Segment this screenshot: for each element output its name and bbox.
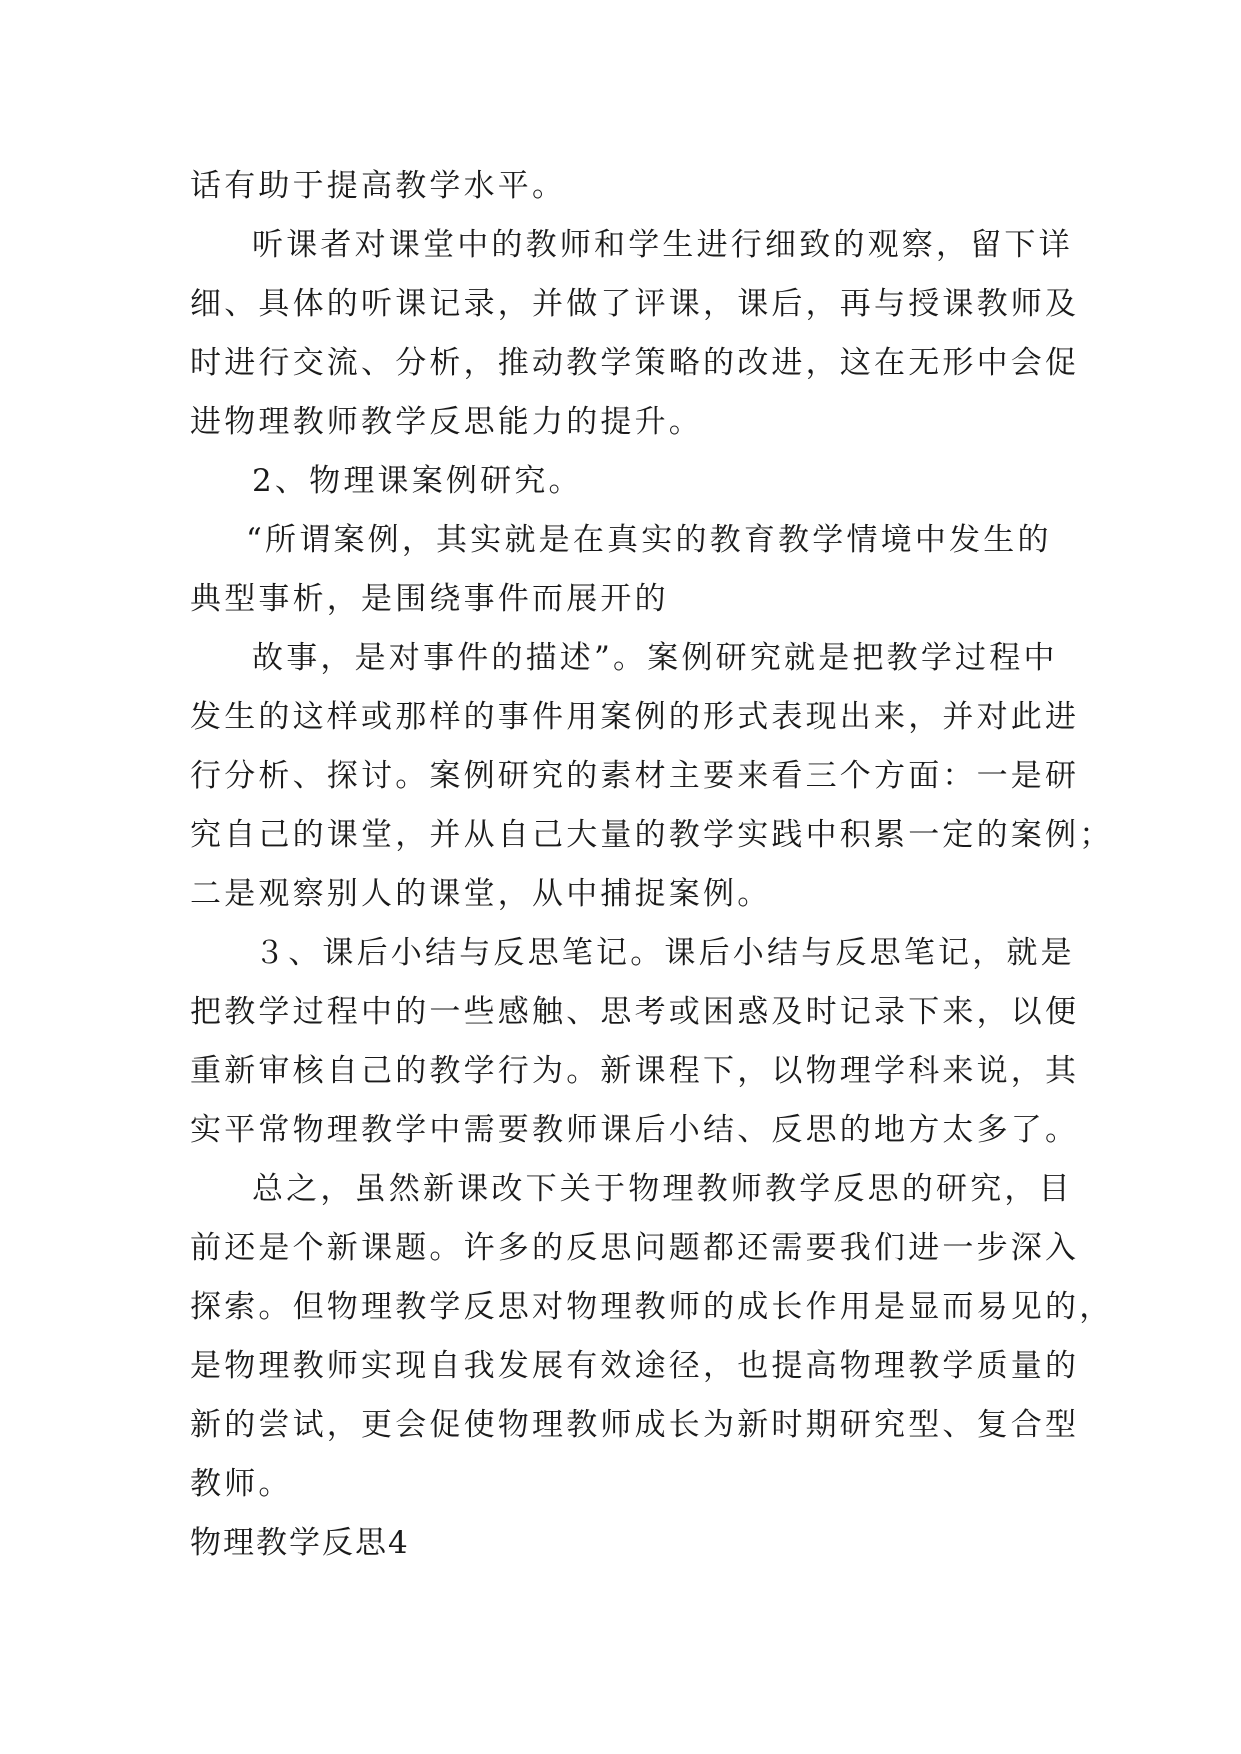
text-line: 把教学过程中的一些感触、思考或困惑及时记录下来，以便 [190,994,1080,1030]
text-line: 进物理教师教学反思能力的提升。 [190,404,703,440]
text-line: 故事，是对事件的描述”。案例研究就是把教学过程中 [252,640,1058,676]
quote-start-line: “所谓案例，其实就是在真实的教育教学情境中发生的 [246,522,1052,558]
text-line: 究自己的课堂，并从自己大量的教学实践中积累一定的案例； [190,817,1114,853]
text-line: 探索。但物理教学反思对物理教师的成长作用是显而易见的， [190,1289,1114,1325]
document-heading: 物理教学反思4 [190,1525,410,1561]
text-line: 教师。 [190,1466,293,1502]
text-line: 是物理教师实现自我发展有效途径，也提高物理教学质量的 [190,1348,1080,1384]
section-heading: 2、物理课案例研究。 [252,463,583,499]
text-line: 行分析、探讨。案例研究的素材主要来看三个方面：一是研 [190,758,1080,794]
text-line: 典型事析，是围绕事件而展开的 [190,581,669,617]
text-line: 实平常物理教学中需要教师课后小结、反思的地方太多了。 [190,1112,1080,1148]
text-line: 重新审核自己的教学行为。新课程下，以物理学科来说，其 [190,1053,1080,1089]
paragraph-start-line: 总之，虽然新课改下关于物理教师教学反思的研究，目 [252,1171,1073,1207]
text-line: 新的尝试，更会促使物理教师成长为新时期研究型、复合型 [190,1407,1080,1443]
text-line: 细、具体的听课记录，并做了评课，课后，再与授课教师及 [190,286,1080,322]
text-line: 时进行交流、分析，推动教学策略的改进，这在无形中会促 [190,345,1080,381]
section-heading: ３、课后小结与反思笔记。课后小结与反思笔记，就是 [254,935,1075,971]
text-line: 前还是个新课题。许多的反思问题都还需要我们进一步深入 [190,1230,1080,1266]
text-line: 二是观察别人的课堂，从中捕捉案例。 [190,876,772,912]
text-line: 发生的这样或那样的事件用案例的形式表现出来，并对此进 [190,699,1080,735]
text-line: 话有助于提高教学水平。 [190,168,567,204]
paragraph-start-line: 听课者对课堂中的教师和学生进行细致的观察，留下详 [252,227,1073,263]
